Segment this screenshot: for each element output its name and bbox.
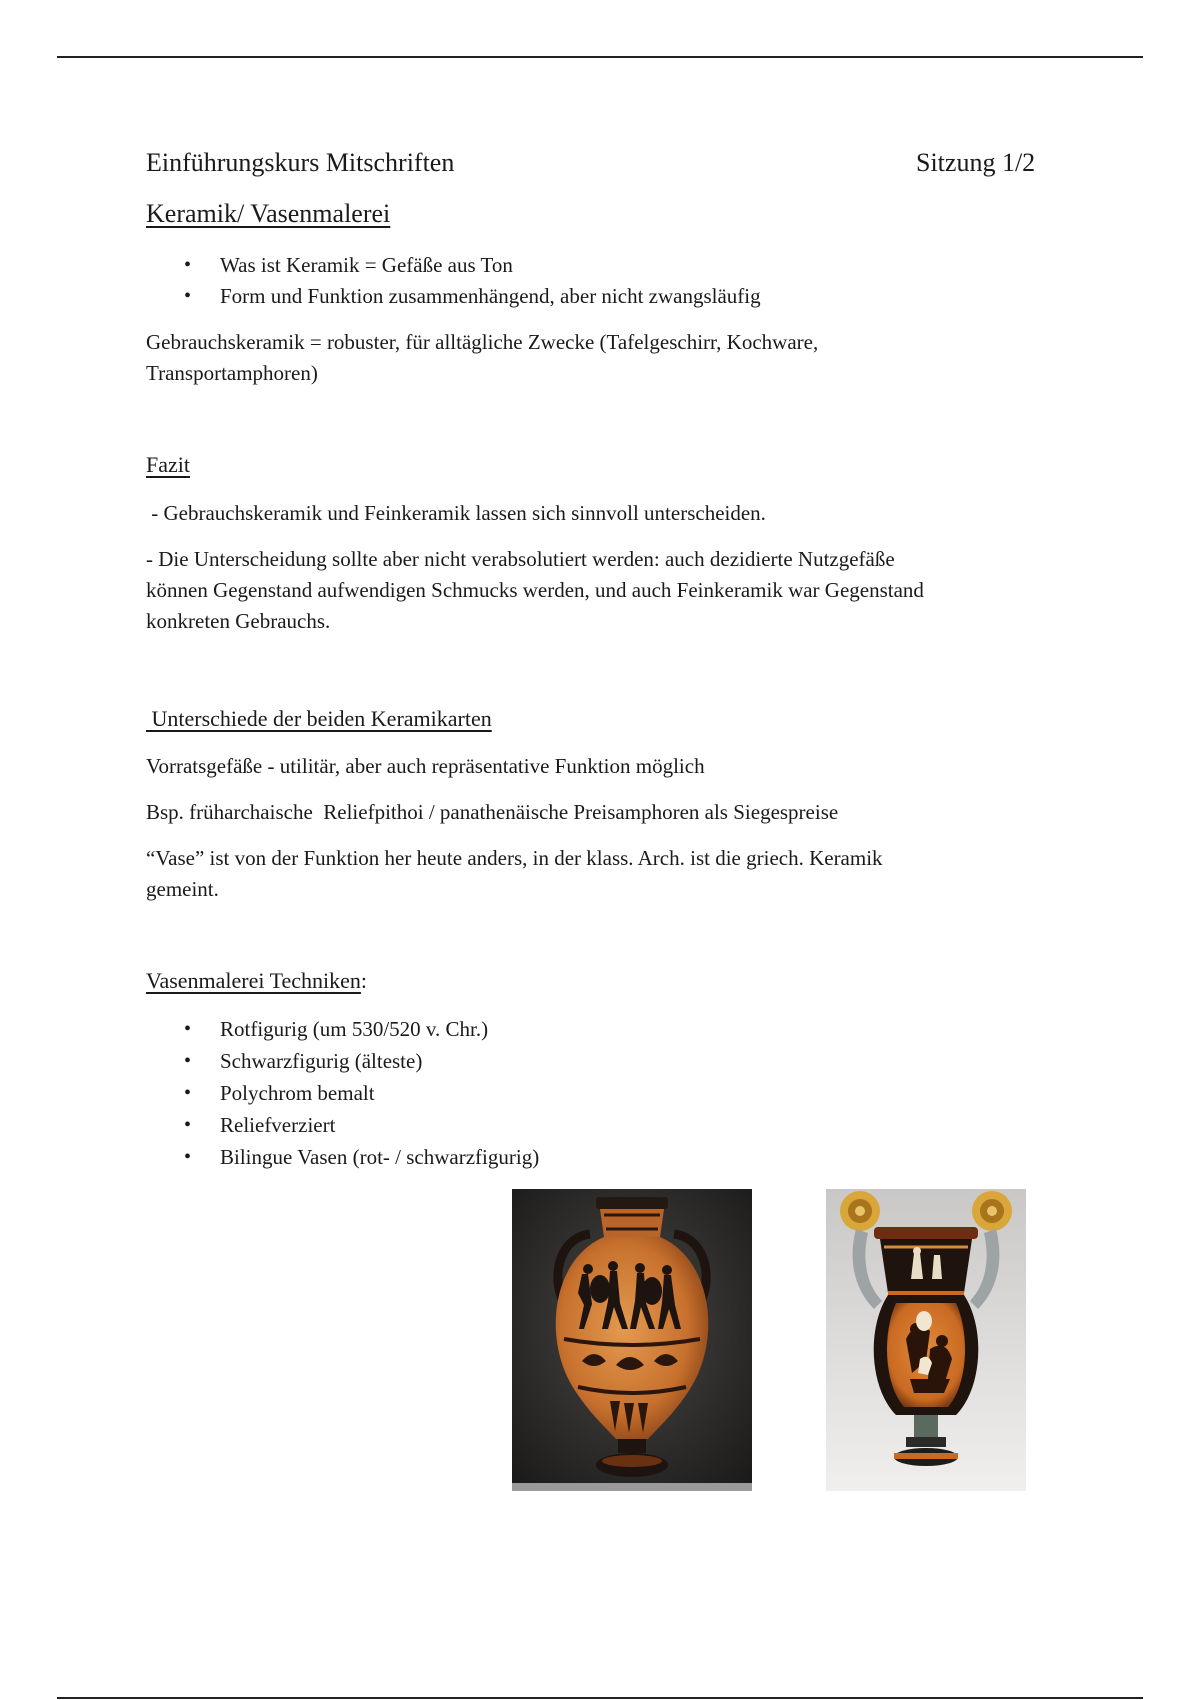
unterschiede-heading: Unterschiede der beiden Keramikarten bbox=[146, 706, 492, 731]
volute-krater-photo bbox=[826, 1189, 1026, 1491]
paragraph-line: Transportamphoren) bbox=[146, 361, 318, 385]
gebrauchskeramik-paragraph bbox=[146, 327, 818, 389]
list-item: • Form und Funktion zusammenhängend, aber nicht zwangsläufig bbox=[146, 281, 761, 312]
list-item: • Polychrom bemalt bbox=[146, 1077, 539, 1109]
list-item: • Bilingue Vasen (rot- / schwarzfigurig) bbox=[146, 1141, 539, 1173]
paragraph-line: Gebrauchskeramik = robuster, für alltägliche Zwecke (Tafelgeschirr, Kochware, bbox=[146, 330, 819, 354]
bottom-rule bbox=[57, 1697, 1143, 1699]
fazit-heading: Fazit bbox=[146, 452, 190, 477]
techniken-bullet-list bbox=[146, 1013, 539, 1173]
black-figure-amphora-photo bbox=[512, 1189, 752, 1491]
top-rule bbox=[57, 56, 1143, 58]
fazit-line-1: - Gebrauchskeramik und Feinkeramik lassen sich sinnvoll unterscheiden. bbox=[146, 501, 766, 525]
keramik-bullet-list bbox=[146, 250, 761, 312]
fazit-paragraph-2 bbox=[146, 544, 924, 637]
list-item: • Was ist Keramik = Gefäße aus Ton bbox=[146, 250, 761, 281]
techniken-heading-colon: : bbox=[360, 968, 368, 993]
unterschiede-line-1: Vorratsgefäße - utilitär, aber auch repräsentative Funktion möglich bbox=[146, 754, 705, 778]
list-item: • Schwarzfigurig (älteste) bbox=[146, 1045, 539, 1077]
paragraph-line: können Gegenstand aufwendigen Schmucks werden, und auch Feinkeramik war Gegenstand bbox=[146, 578, 924, 602]
unterschiede-paragraph-3 bbox=[146, 843, 883, 905]
techniken-heading: Vasenmalerei Techniken bbox=[146, 968, 361, 993]
document-title: Einführungskurs Mitschriften bbox=[146, 148, 455, 177]
paragraph-line: konkreten Gebrauchs. bbox=[146, 609, 331, 633]
session-label: Sitzung 1/2 bbox=[916, 148, 1036, 177]
paragraph-line: - Die Unterscheidung sollte aber nicht verabsolutiert werden: auch dezidierte Nutzgefäße bbox=[146, 547, 895, 571]
paragraph-line: “Vase” ist von der Funktion her heute anders, in der klass. Arch. ist die griech. Keramik bbox=[146, 846, 883, 870]
techniken-heading-row bbox=[146, 968, 367, 994]
list-item: • Reliefverziert bbox=[146, 1109, 539, 1141]
unterschiede-line-2: Bsp. früharchaische Reliefpithoi / panathenäische Preisamphoren als Siegespreise bbox=[146, 800, 839, 824]
paragraph-line: gemeint. bbox=[146, 877, 219, 901]
section-heading-keramik: Keramik/ Vasenmalerei bbox=[146, 199, 391, 228]
list-item: • Rotfigurig (um 530/520 v. Chr.) bbox=[146, 1013, 539, 1045]
